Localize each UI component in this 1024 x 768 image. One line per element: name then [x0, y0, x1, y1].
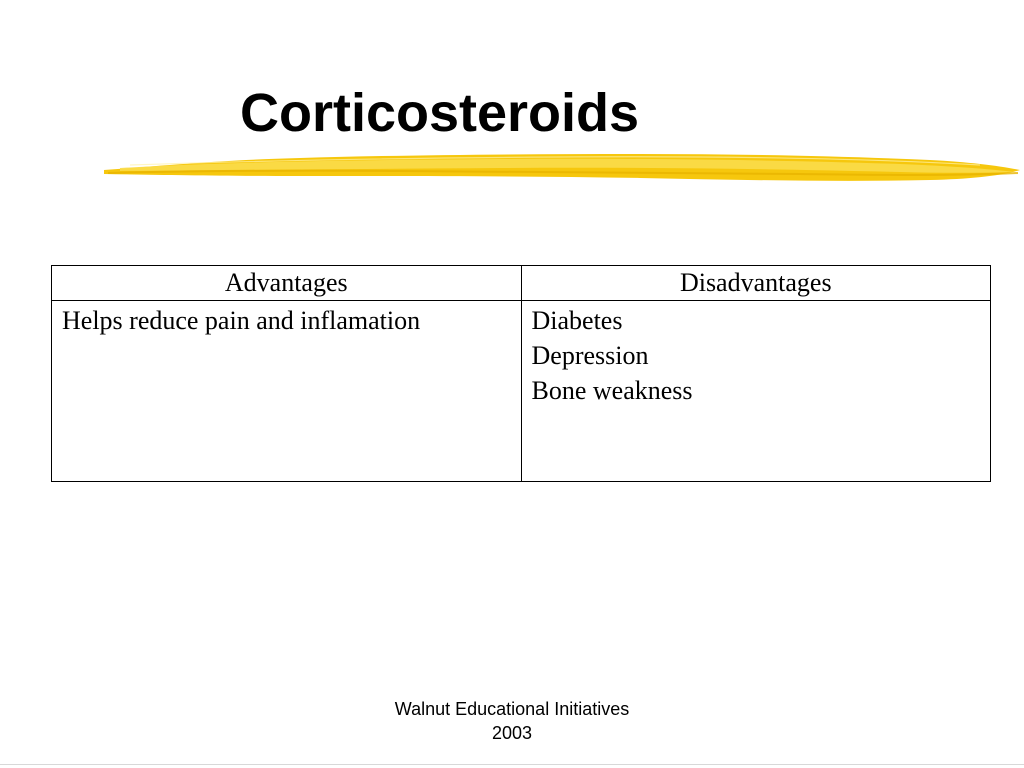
- bottom-divider: [0, 764, 1024, 765]
- slide-footer: [312, 697, 712, 745]
- footer-organization: Walnut Educational Initiatives: [394, 699, 630, 719]
- advantages-cell: [52, 301, 522, 482]
- disadvantage-item: Diabetes: [531, 306, 623, 335]
- highlighter-underline: [100, 146, 1024, 190]
- disadvantages-cell: [521, 301, 991, 482]
- disadvantage-item: Depression: [531, 341, 649, 370]
- disadvantages-header: Disadvantages: [521, 266, 991, 301]
- footer-year: 2003: [491, 723, 533, 743]
- slide-title: Corticosteroids: [240, 83, 640, 143]
- table-row: [52, 301, 991, 482]
- disadvantage-item: Bone weakness: [531, 376, 693, 405]
- advantage-item: Helps reduce pain and inflamation: [62, 306, 421, 335]
- table-header-row: [52, 266, 991, 301]
- advantages-header: Advantages: [52, 266, 522, 301]
- comparison-table: [51, 265, 991, 482]
